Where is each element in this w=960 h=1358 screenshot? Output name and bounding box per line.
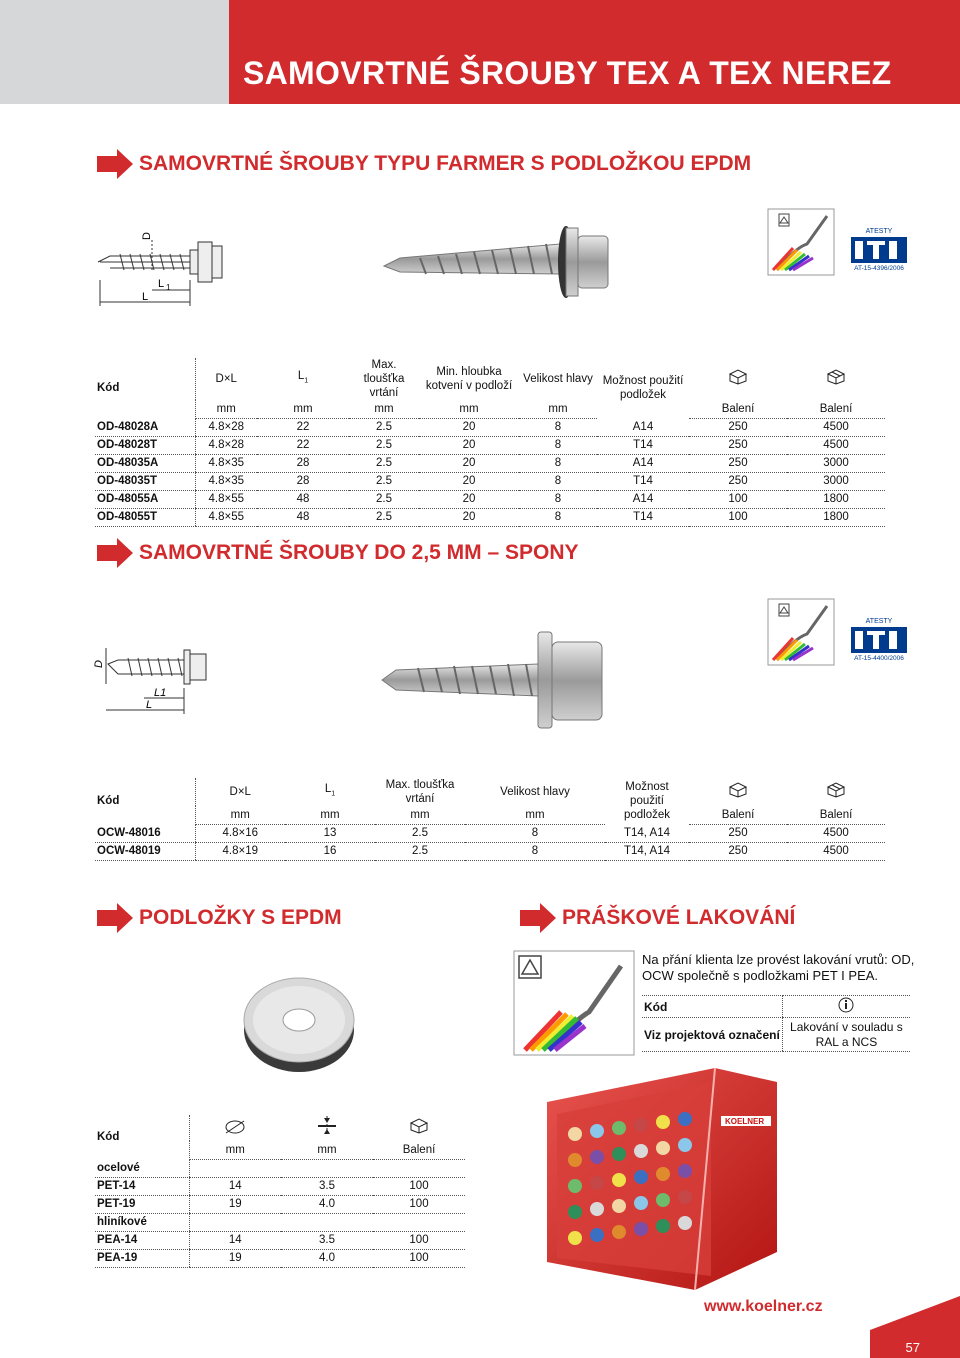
thickness-icon	[281, 1115, 373, 1141]
dim-l1-sub: 1	[166, 283, 171, 292]
color-sample	[656, 1219, 670, 1233]
table-row	[95, 1195, 465, 1213]
section-title: SAMOVRTNÉ ŠROUBY DO 2,5 MM – SPONY	[139, 541, 579, 564]
cell	[189, 1213, 281, 1231]
cell	[373, 1213, 465, 1231]
certification-block-2	[767, 598, 917, 673]
color-sample	[568, 1153, 582, 1167]
dim-d: D	[93, 660, 105, 668]
section-heading-spony	[97, 538, 579, 568]
color-sample	[656, 1141, 670, 1155]
cell: 4.0	[281, 1195, 373, 1213]
cell: 20	[419, 472, 519, 490]
cell: 4.8×16	[195, 824, 285, 842]
box-icon	[373, 1115, 465, 1141]
cell: 16	[285, 842, 375, 860]
cell: 14	[189, 1177, 281, 1195]
color-sample	[590, 1124, 604, 1138]
footer-url[interactable]: www.koelner.cz	[704, 1298, 823, 1315]
unit-cell: mm	[281, 1141, 373, 1159]
table-row	[95, 418, 885, 436]
unit-cell: mm	[285, 806, 375, 824]
screw-drawing-farmer	[90, 220, 350, 310]
color-sample	[656, 1167, 670, 1181]
arrow-icon	[520, 903, 556, 933]
table-farmer	[95, 358, 885, 527]
table-row	[95, 1231, 465, 1249]
color-sample	[678, 1164, 692, 1178]
cell: 100	[689, 490, 787, 508]
cell: 3.5	[281, 1231, 373, 1249]
arrow-icon	[97, 538, 133, 568]
table-washers	[95, 1115, 465, 1268]
cell: 4.8×35	[195, 472, 257, 490]
unit-cell: Balení	[787, 806, 885, 824]
table-row	[95, 824, 885, 842]
cell: 20	[419, 490, 519, 508]
iti-logo	[847, 228, 911, 282]
cell: 19	[189, 1195, 281, 1213]
cell: 22	[257, 418, 349, 436]
section-title: PRÁŠKOVÉ LAKOVÁNÍ	[562, 906, 796, 929]
arrow-icon	[97, 149, 133, 179]
cell: 4.8×28	[195, 418, 257, 436]
unit-cell: Balení	[373, 1141, 465, 1159]
info-icon	[782, 996, 910, 1018]
cell	[373, 1159, 465, 1177]
cell: 1800	[787, 490, 885, 508]
color-sample	[590, 1176, 604, 1190]
cell: 8	[519, 508, 597, 526]
cell: 13	[285, 824, 375, 842]
table-row	[95, 1249, 465, 1267]
th-kod: Kód	[97, 795, 120, 807]
color-sample	[634, 1144, 648, 1158]
color-sample	[568, 1179, 582, 1193]
table-spony	[95, 778, 885, 861]
atesty-code: AT-15-4396/2006	[854, 265, 904, 272]
cell: 100	[373, 1195, 465, 1213]
product-code: PEA-19	[95, 1249, 189, 1267]
section-title: PODLOŽKY S EPDM	[139, 906, 342, 929]
display-brand: KOELNER	[725, 1117, 765, 1126]
color-sample	[612, 1199, 626, 1213]
product-code: PET-14	[95, 1177, 189, 1195]
cell: 3.5	[281, 1177, 373, 1195]
cell: 4500	[787, 436, 885, 454]
paint-brush-large-icon	[513, 950, 635, 1056]
cell: 2.5	[375, 842, 465, 860]
page-number: 57	[905, 1340, 920, 1355]
large-box-icon	[787, 358, 885, 400]
section-heading-farmer	[97, 149, 751, 179]
cell: 20	[419, 418, 519, 436]
cell: 2.5	[375, 824, 465, 842]
section-title: SAMOVRTNÉ ŠROUBY TYPU FARMER S PODLOŽKOU EPDM	[139, 152, 752, 175]
cell: 4.8×55	[195, 508, 257, 526]
title-bar	[229, 0, 960, 104]
arrow-icon	[97, 903, 133, 933]
cell: 20	[419, 436, 519, 454]
table-row	[95, 472, 885, 490]
cell: 4500	[787, 418, 885, 436]
color-sample	[612, 1147, 626, 1161]
color-sample	[590, 1228, 604, 1242]
cell: 8	[519, 472, 597, 490]
cell: 250	[689, 472, 787, 490]
color-sample	[678, 1138, 692, 1152]
th-l1: $L_1$	[297, 370, 309, 385]
th-dxl: D×L	[195, 358, 257, 400]
project-ref: Viz projektová označení	[642, 1018, 782, 1052]
color-sample	[568, 1231, 582, 1245]
unit-cell: mm	[257, 400, 349, 418]
color-sample	[634, 1196, 648, 1210]
cell: 1800	[787, 508, 885, 526]
cell: 19	[189, 1249, 281, 1267]
color-sample	[568, 1127, 582, 1141]
color-sample	[656, 1115, 670, 1129]
section-heading-washers	[97, 903, 342, 933]
screw-photo-spony	[378, 624, 638, 734]
unit-cell: mm	[465, 806, 605, 824]
th-max: Max. tloušťka vrtání	[385, 779, 455, 805]
cell: 250	[689, 824, 787, 842]
unit-cell: mm	[189, 1141, 281, 1159]
coating-desc: Lakování v souladu s RAL a NCS	[782, 1018, 910, 1052]
powder-coating-note: Na přání klienta lze provést lakování vrutů: OD, OCW společně s podložkami PET I PEA.	[642, 952, 915, 983]
product-code: OD-48055A	[95, 490, 195, 508]
color-sample	[634, 1170, 648, 1184]
color-sample	[590, 1150, 604, 1164]
cell: T14	[597, 436, 689, 454]
color-sample	[678, 1190, 692, 1204]
color-sample	[612, 1121, 626, 1135]
cell: 8	[519, 418, 597, 436]
product-code: OD-48035T	[95, 472, 195, 490]
product-code: OD-48028A	[95, 418, 195, 436]
cell: 4500	[787, 824, 885, 842]
certification-block-1	[767, 208, 917, 283]
large-box-icon	[787, 778, 885, 806]
table-row	[95, 842, 885, 860]
epdm-washer-photo	[238, 968, 360, 1078]
small-box-icon	[689, 778, 787, 806]
cell: T14	[597, 472, 689, 490]
cell: 20	[419, 454, 519, 472]
product-code: OD-48055T	[95, 508, 195, 526]
cell: T14, A14	[605, 842, 689, 860]
cell: 8	[519, 490, 597, 508]
color-samples-display	[545, 1062, 780, 1292]
cell: 28	[257, 454, 349, 472]
dim-d: D	[141, 232, 153, 240]
table-row	[95, 1177, 465, 1195]
atesty-label: ATESTY	[865, 618, 893, 625]
group-row	[95, 1159, 465, 1177]
cell: 3000	[787, 472, 885, 490]
screw-drawing-spony	[84, 640, 224, 720]
color-sample	[678, 1112, 692, 1126]
table-powder-coating	[642, 995, 910, 1052]
cell: 22	[257, 436, 349, 454]
color-sample	[634, 1118, 648, 1132]
cell: 8	[519, 436, 597, 454]
product-code: PET-19	[95, 1195, 189, 1213]
cell: 4.8×35	[195, 454, 257, 472]
unit-cell: mm	[195, 806, 285, 824]
cell: 48	[257, 490, 349, 508]
color-sample	[634, 1222, 648, 1236]
unit-cell: mm	[349, 400, 419, 418]
product-code: OCW-48016	[95, 824, 195, 842]
th-head: Velikost hlavy	[500, 786, 570, 798]
cell: 2.5	[349, 454, 419, 472]
cell: 250	[689, 842, 787, 860]
iti-logo	[847, 618, 911, 672]
dim-l1: L	[158, 278, 165, 290]
group-name: ocelové	[95, 1159, 189, 1177]
dim-l: L	[142, 291, 149, 303]
page-title: SAMOVRTNÉ ŠROUBY TEX A TEX NEREZ	[243, 55, 892, 91]
cell	[281, 1213, 373, 1231]
cell: 2.5	[349, 508, 419, 526]
cell	[281, 1159, 373, 1177]
cell: 2.5	[349, 490, 419, 508]
th-min: Min. hloubka kotvení v podloží	[425, 366, 513, 392]
unit-cell: Balení	[689, 806, 787, 824]
cell: 4.8×28	[195, 436, 257, 454]
small-box-icon	[689, 358, 787, 400]
dim-l: L	[146, 699, 153, 711]
unit-cell: mm	[375, 806, 465, 824]
cell: 250	[689, 436, 787, 454]
cell: 2.5	[349, 436, 419, 454]
atesty-label: ATESTY	[865, 228, 893, 235]
th-use: Možnost použití podložek	[602, 375, 684, 401]
cell: 4.0	[281, 1249, 373, 1267]
cell: 3000	[787, 454, 885, 472]
cell: 4500	[787, 842, 885, 860]
cell: 100	[373, 1177, 465, 1195]
product-code: OD-48028T	[95, 436, 195, 454]
cell: 14	[189, 1231, 281, 1249]
table-row	[95, 490, 885, 508]
color-sample	[656, 1193, 670, 1207]
cell: T14	[597, 508, 689, 526]
product-code: PEA-14	[95, 1231, 189, 1249]
cell: 4.8×19	[195, 842, 285, 860]
screw-photo-farmer	[380, 214, 640, 304]
group-row	[95, 1213, 465, 1231]
cell: 8	[465, 842, 605, 860]
cell: 2.5	[349, 418, 419, 436]
color-sample	[590, 1202, 604, 1216]
color-sample	[612, 1173, 626, 1187]
cell: 250	[689, 454, 787, 472]
cell: 48	[257, 508, 349, 526]
cell: 20	[419, 508, 519, 526]
unit-cell: mm	[519, 400, 597, 418]
diameter-icon	[189, 1115, 281, 1141]
unit-cell: mm	[195, 400, 257, 418]
cell: A14	[597, 418, 689, 436]
th-head: Velikost hlavy	[523, 373, 593, 385]
cell: 100	[373, 1231, 465, 1249]
th-kod: Kód	[97, 1131, 120, 1143]
cell: 100	[689, 508, 787, 526]
cell: 100	[373, 1249, 465, 1267]
section-heading-powder-coating	[520, 903, 795, 933]
th-max: Max. tloušťka vrtání	[363, 359, 405, 399]
cell: A14	[597, 490, 689, 508]
product-code: OD-48035A	[95, 454, 195, 472]
cell: T14, A14	[605, 824, 689, 842]
dim-l1: L1	[154, 687, 167, 699]
table-row	[95, 436, 885, 454]
unit-cell: Balení	[689, 400, 787, 418]
color-sample	[612, 1225, 626, 1239]
cell	[189, 1159, 281, 1177]
cell: 8	[519, 454, 597, 472]
atesty-code: AT-15-4400/2006	[854, 655, 904, 662]
cell: 8	[465, 824, 605, 842]
unit-cell: mm	[419, 400, 519, 418]
th-dxl: D×L	[195, 778, 285, 806]
product-code: OCW-48019	[95, 842, 195, 860]
color-sample	[568, 1205, 582, 1219]
color-sample	[678, 1216, 692, 1230]
th-kod: Kód	[642, 996, 782, 1018]
th-use: Možnost použití podložek	[623, 781, 671, 821]
unit-cell: Balení	[787, 400, 885, 418]
cell: 4.8×55	[195, 490, 257, 508]
cell: 250	[689, 418, 787, 436]
cell: 2.5	[349, 472, 419, 490]
th-kod: Kód	[97, 382, 120, 394]
cell: A14	[597, 454, 689, 472]
group-name: hliníkové	[95, 1213, 189, 1231]
table-row	[95, 508, 885, 526]
table-row	[95, 454, 885, 472]
cell: 28	[257, 472, 349, 490]
th-l1: $L_1$	[324, 783, 336, 798]
